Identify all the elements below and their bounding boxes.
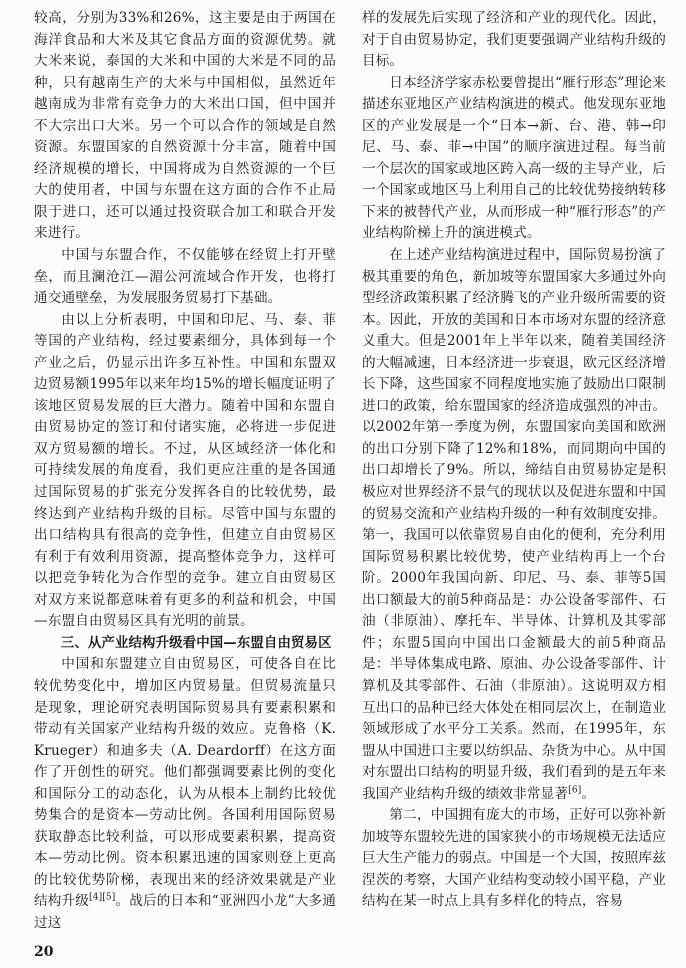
page-number: 20: [34, 944, 54, 960]
paragraph: 由以上分析表明，中国和印尼、马、泰、菲等国的产业结构，经过要素细分，具体到每一个产业之后，仍显示出许多互补性。中国和东盟双边贸易额1995年以来年均15%的增长幅度证明了该地区贸易发展的巨大潜力。随着中国和东盟自由贸易协定的签订和付诸实施，必将进一步促进双方贸易额的增长。不过，从区域经济一体化和可持续发展的角度看，我们更应注重的是各国通过国际贸易的扩张充分发挥各自的比较优势，最终达到产业结构升级的目标。尽管中国与东盟的出口结构具有很高的竞争性，但建立自由贸易区有利于有效利用资源，提高整体竞争力，这样可以把竞争转化为合作型的竞争。建立自由贸易区对双方来说都意味着有更多的利益和机会，中国—东盟自由贸易区具有光明的前景。: [34, 311, 336, 630]
right-column: [362, 8, 666, 913]
paragraph-text-tail: 。: [581, 785, 596, 802]
section-heading: 三、从产业结构升级看中国—东盟自由贸易区: [60, 635, 332, 651]
paragraph: 中国与东盟合作，不仅能够在经贸上打开壁垒，而且澜沧江—湄公河流域合作开发，也将打通交通壁垒，为发展服务贸易打下基础。: [34, 247, 336, 307]
paragraph: 第二，中国拥有庞大的市场，正好可以弥补新加坡等东盟较先进的国家狭小的市场规模无法适应巨大生产能力的弱点。中国是一个大国，按照库兹涅茨的考察，大国产业结构变动较小国平稳，产业结构在某一时点上具有多样化的特点，容易: [362, 807, 666, 910]
paragraph-text: 在上述产业结构演进过程中，国际贸易扮演了极其重要的角色，新加坡等东盟国家大多通过外向型经济政策积累了经济腾飞的产业升级所需要的资本。因此，开放的美国和日本市场对东盟的经济意义重大。但是2001年上半年以来，随着美国经济的大幅减速，日本经济进一步衰退，欧元区经济增长下降，这些国家不同程度地实施了鼓励出口限制进口的政策，给东盟国家的经济造成强烈的冲击。以2002年第一季度为例，东盟国家向美国和欧洲的出口分别下降了12%和18%，而同期向中国的出口却增长了9%。所以，缔结自由贸易协定是积极应对世界经济不景气的现状以及促进东盟和中国的贸易交流和产业结构升级的一种有效制度安排。第一，我国可以依靠贸易自由化的便利，充分利用国际贸易积累比较优势，使产业结构再上一个台阶。2000年我国向新、印尼、马、泰、菲等5国出口额最大的前5种商品是：办公设备零部件、石油（非原油）、摩托车、半导体、计算机及其零部件；东盟5国向中国出口金额最大的前5种商品是：半导体集成电路、原油、办公设备零部件、计算机及其零部件、石油（非原油）。这说明双方相互出口的品种已经大体处在相同层次上，在制造业领域形成了水平分工关系。然而，在1995年，东盟从中国进口主要以纺织品、杂货为中心。从中国对东盟出口结构的明显升级，我们看到的是五年来我国产业结构升级的绩效非常显著: [362, 247, 666, 802]
paragraph: [34, 654, 336, 934]
paragraph: 日本经济学家赤松要曾提出“雁行形态”理论来描述东亚地区产业结构演进的模式。他发现东亚地区的产业发展是一个“日本→新、台、港、韩→印尼、马、泰、菲→中国”的顺序演进过程。每当前一个层次的国家或地区跨入高一级的主导产业，后一个国家或地区马上利用自己的比较优势接纳转移下来的被替代产业，从而形成一种“雁行形态”的产业结构阶梯上升的演进模式。: [362, 74, 666, 242]
left-column: [34, 8, 336, 935]
paragraph: [362, 245, 666, 805]
citation-ref: [6]: [568, 785, 582, 796]
paragraph-text: 中国和东盟建立自由贸易区，可使各自在比较优势变化中，增加区内贸易量。但贸易流量只是现象，理论研究表明国际贸易具有要素积累和带动有关国家产业结构升级的效应。克鲁格（K. Krueger）和迪多夫（A. Deardorff）在这方面作了开创性的研究。他们都强调要素比例的变化和国际分工的动态化，认为从根本上制约比较优势集合的是资本—劳动比例。各国利用国际贸易获取静态比较利益，可以形成要素积累，提高资本—劳动比例。资本积累迅速的国家则登上更高的比较优势阶梯，表现出来的经济效果就是产业结构升级: [34, 656, 336, 910]
citation-ref: [4][5]: [89, 892, 116, 903]
paragraph: 较高，分别为33%和26%，这主要是由于两国在海洋食品和大米及其它食品方面的资源优势。就大米来说，泰国的大米和中国的大米是不同的品种，只有越南生产的大米与中国相似，虽然近年越南成为非常有竞争力的大米出口国，但中国并不大宗出口大米。另一个可以合作的领域是自然资源。东盟国家的自然资源十分丰富，随着中国经济规模的增长，中国将成为自然资源的一个巨大的使用者，中国与东盟在这方面的合作不止局限于进口，还可以通过投资联合加工和联合开发来进行。: [34, 10, 336, 242]
paragraph-text-tail: 。战后的日本和“亚洲四小龙”大多通过这: [34, 893, 336, 931]
paragraph: 样的发展先后实现了经济和产业的现代化。因此，对于自由贸易协定，我们更要强调产业结构升级的目标。: [362, 10, 666, 70]
